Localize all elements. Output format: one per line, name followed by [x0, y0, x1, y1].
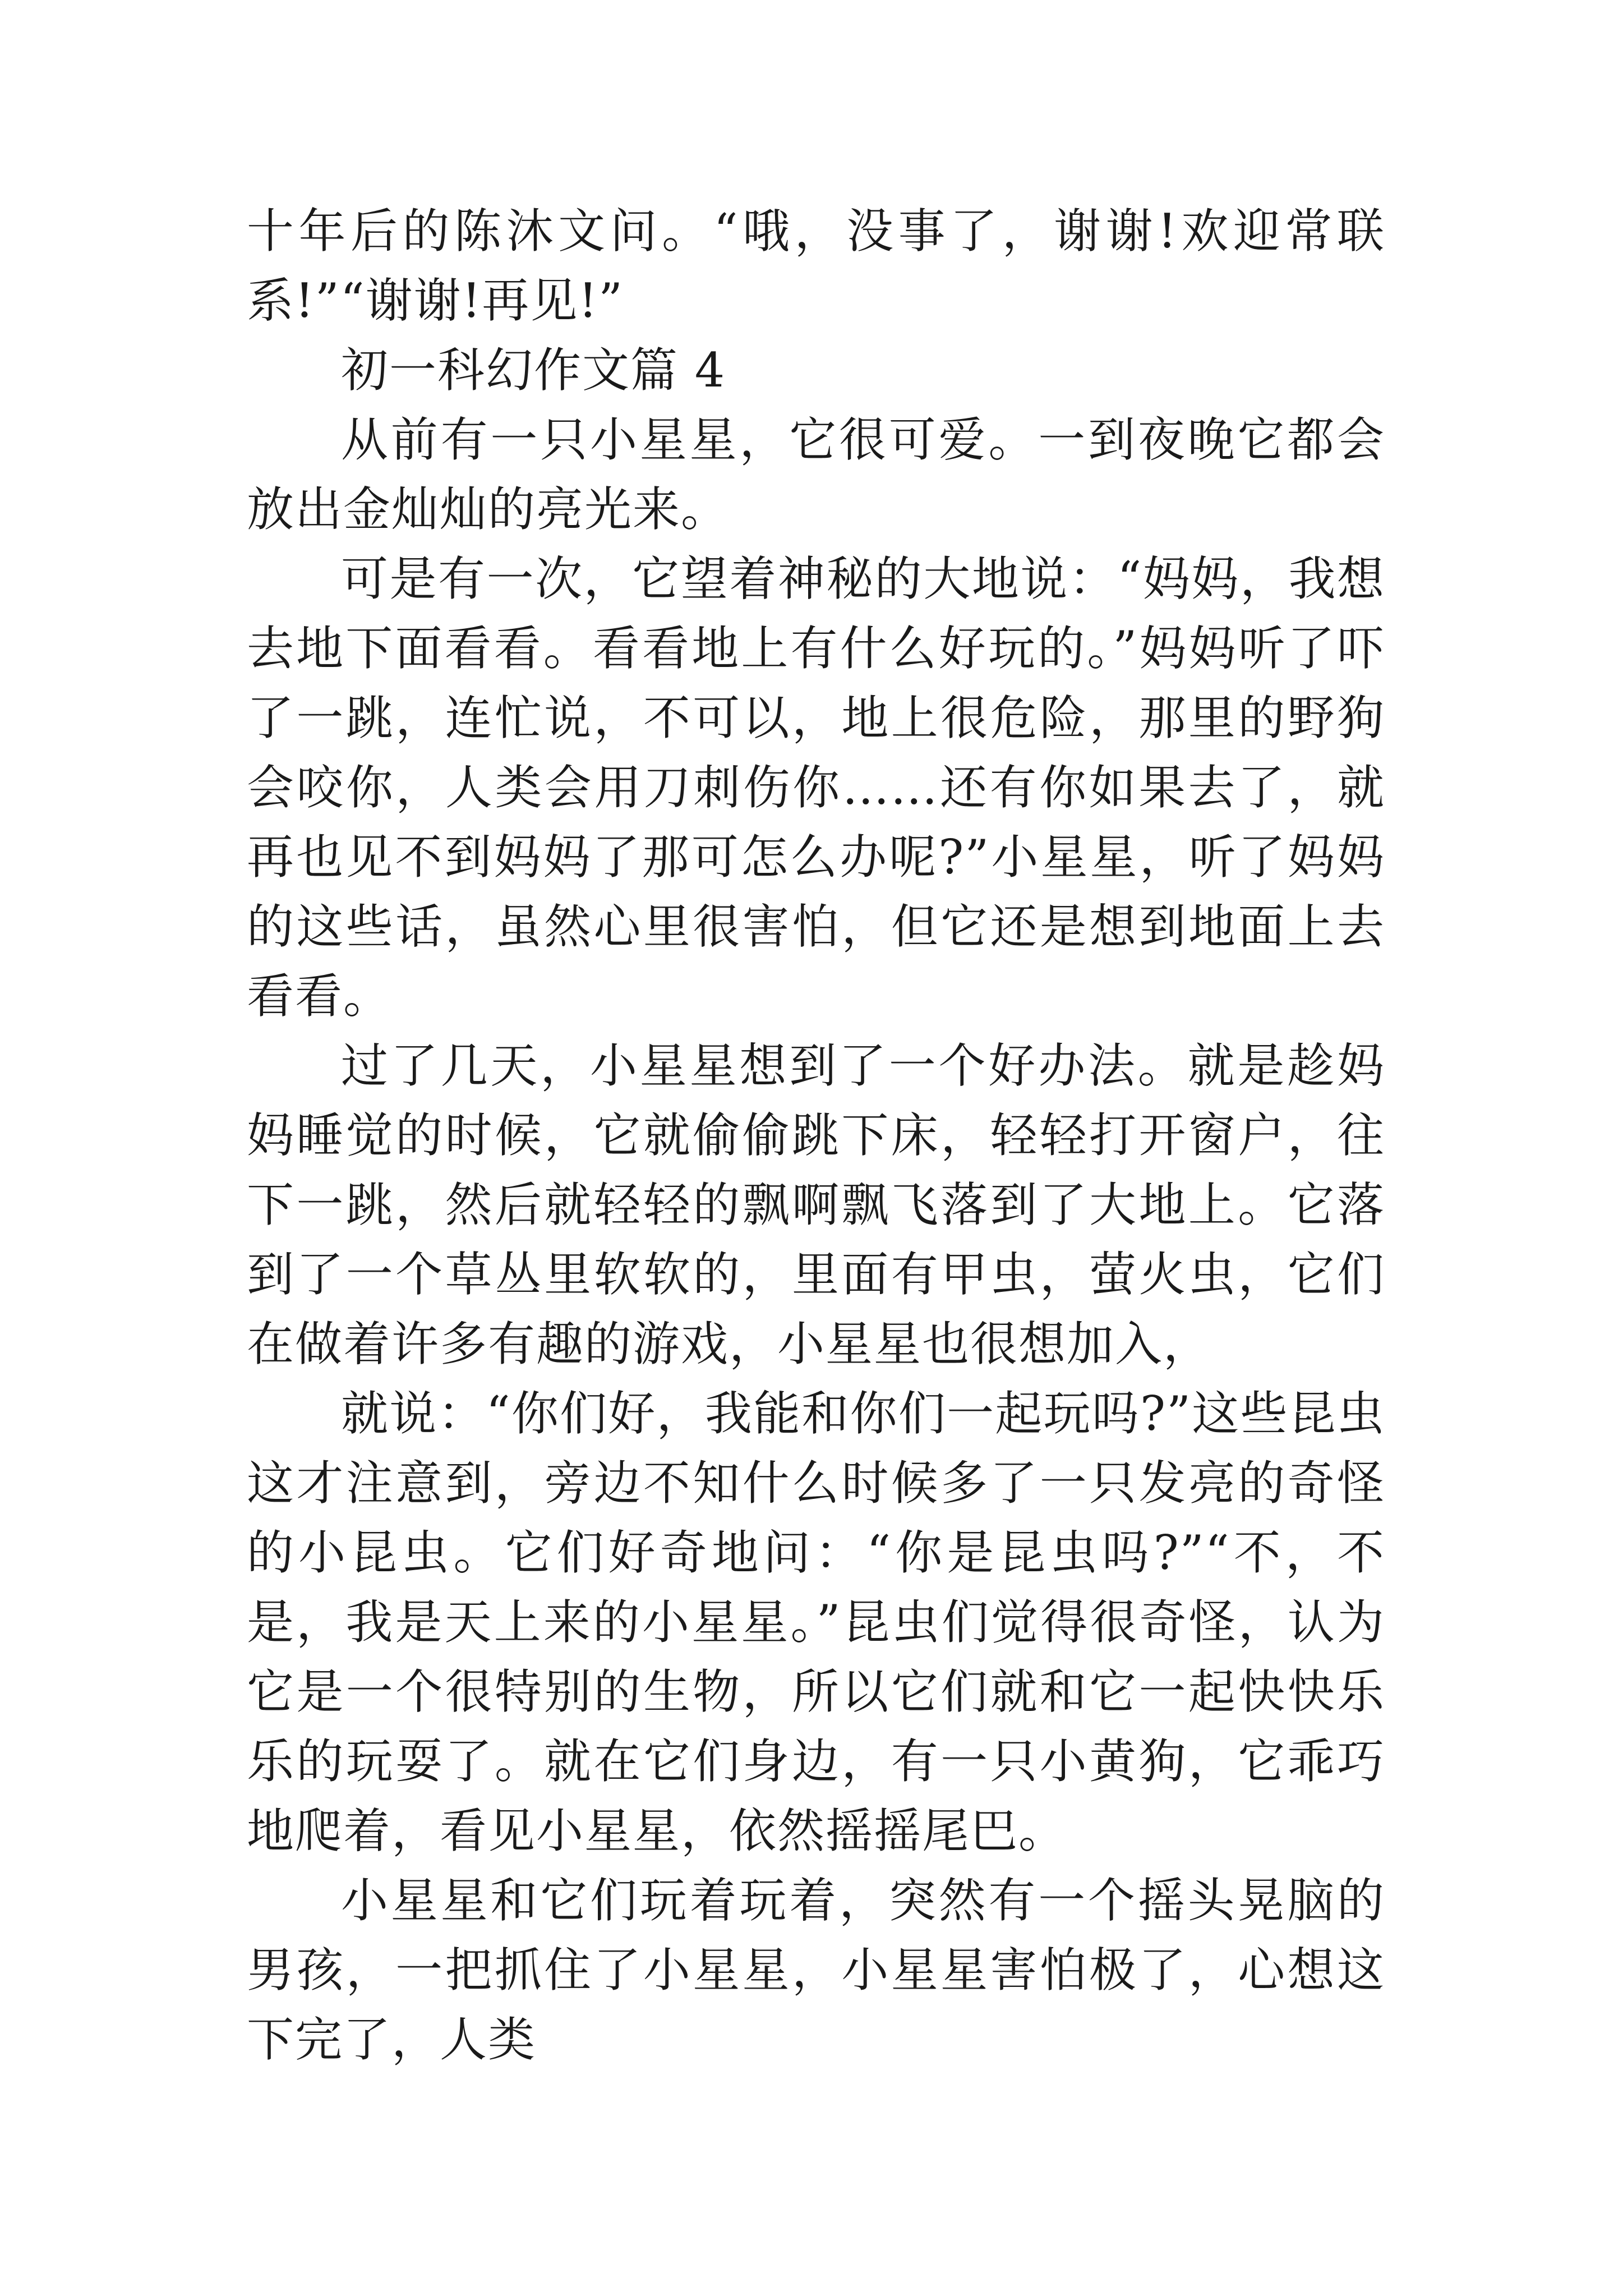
paragraph-6: 小星星和它们玩着玩着，突然有一个摇头晃脑的男孩，一把抓住了小星星，小星星害怕极了，心想这下完了，人类 — [247, 1873, 1385, 2067]
document-body — [247, 196, 1385, 2074]
paragraph-4: 过了几天，小星星想到了一个好办法。就是趁妈妈睡觉的时候，它就偷偷跳下床，轻轻打开窗户，往下一跳，然后就轻轻的飘啊飘飞落到了大地上。它落到了一个草丛里软软的，里面有甲虫，萤火虫，它们在做着许多有趣的游戏，小星星也很想加入， — [247, 1038, 1385, 1372]
paragraph-5: 就说：“你们好，我能和你们一起玩吗?”这些昆虫这才注意到，旁边不知什么时候多了一只发亮的奇怪的小昆虫。它们好奇地问：“你是昆虫吗?”“不，不是，我是天上来的小星星。”昆虫们觉得很奇怪，认为它是一个很特别的生物，所以它们就和它一起快快乐乐的玩耍了。就在它们身边，有一只小黄狗，它乖巧地爬着，看见小星星，依然摇摇尾巴。 — [247, 1386, 1385, 1858]
paragraph-1: 十年后的陈沐文问。“哦，没事了，谢谢!欢迎常联系!”“谢谢!再见!” — [247, 204, 1385, 328]
paragraph-2: 从前有一只小星星，它很可爱。一到夜晚它都会放出金灿灿的亮光来。 — [247, 412, 1385, 537]
section-heading: 初一科幻作文篇 4 — [341, 343, 726, 398]
paragraph-3: 可是有一次，它望着神秘的大地说：“妈妈，我想去地下面看看。看看地上有什么好玩的。”妈妈听了吓了一跳，连忙说，不可以，地上很危险，那里的野狗会咬你，人类会用刀刺伤你……还有你如果去了，就再也见不到妈妈了那可怎么办呢?”小星星，听了妈妈的这些话，虽然心里很害怕，但它还是想到地面上去看看。 — [247, 551, 1385, 1024]
